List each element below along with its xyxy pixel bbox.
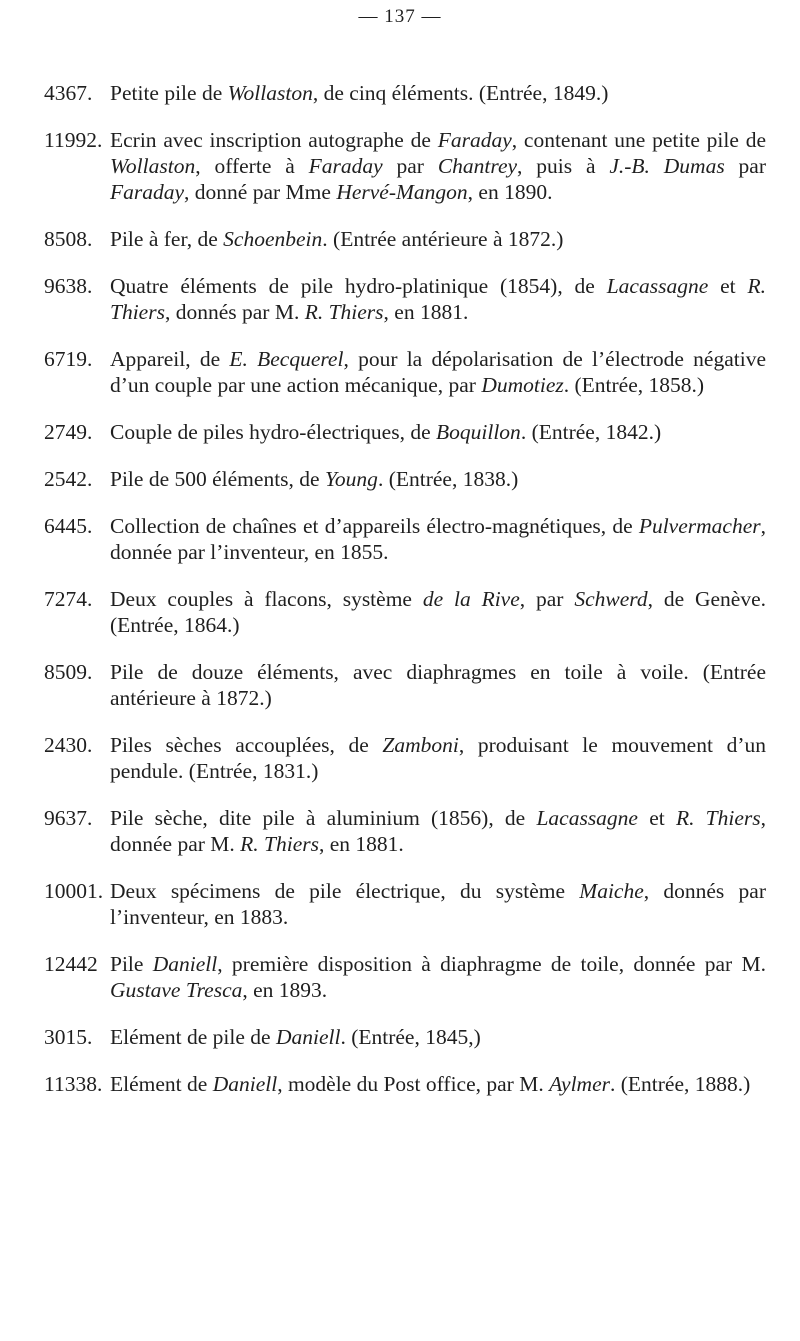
entry-description xyxy=(110,805,766,857)
entry-text: , offerte à xyxy=(195,154,309,178)
entry-text: , en 1881. xyxy=(383,300,469,324)
entry-text: . (Entrée, 1845,) xyxy=(340,1025,481,1049)
entry-description xyxy=(110,659,766,711)
catalog-entry xyxy=(44,1024,766,1050)
entry-description xyxy=(110,1024,766,1050)
entry-name-italic: Lacassagne xyxy=(536,806,638,830)
entry-name-italic: Wollaston xyxy=(227,81,313,105)
entry-description xyxy=(110,346,766,398)
entry-number: 9638. xyxy=(44,274,93,298)
entry-name-italic: R. Thiers xyxy=(304,300,384,324)
page-number: — 137 — xyxy=(358,6,442,27)
entry-text: Piles sèches accouplées, de xyxy=(110,733,383,757)
entry-name-italic: R. Thiers xyxy=(240,832,319,856)
entry-text: par xyxy=(382,154,438,178)
catalog-entry xyxy=(44,805,766,857)
catalog-entry xyxy=(44,466,766,492)
entry-text: Petite pile de xyxy=(110,81,228,105)
entry-number: 3015. xyxy=(44,1025,93,1049)
entry-name-italic: Wollaston xyxy=(110,154,196,178)
entry-text: . (Entrée, 1842.) xyxy=(520,420,662,444)
entry-number: 9637. xyxy=(44,806,93,830)
catalog-entry xyxy=(44,732,766,784)
catalog-entry xyxy=(44,659,766,711)
entry-text: Quatre éléments de pile hydro-platinique (1854), de xyxy=(110,274,607,298)
entry-description xyxy=(110,419,766,445)
entry-name-italic: Schoenbein xyxy=(223,227,323,251)
entry-text: Appareil, de xyxy=(110,347,230,371)
entry-text: par xyxy=(724,154,767,178)
entry-number: 8509. xyxy=(44,660,93,684)
entry-text: , donné par Mme xyxy=(184,180,337,204)
entry-text: . (Entrée antérieure à 1872.) xyxy=(322,227,564,251)
entry-name-italic: Young xyxy=(324,467,378,491)
entry-text: Deux spécimens de pile électrique, du système xyxy=(110,879,580,903)
entry-description xyxy=(110,1071,766,1097)
entry-number: 2430. xyxy=(44,733,93,757)
entry-name-italic: Lacassagne xyxy=(606,274,709,298)
entry-name-italic: Daniell xyxy=(275,1025,341,1049)
catalog-entry xyxy=(44,513,766,565)
catalog-entry xyxy=(44,586,766,638)
entry-name-italic: E. Becquerel xyxy=(229,347,344,371)
entry-name-italic: Hervé-Mangon xyxy=(336,180,468,204)
entry-text: , puis à xyxy=(517,154,610,178)
entry-number: 2542. xyxy=(44,467,93,491)
entry-name-italic: Faraday xyxy=(308,154,383,178)
entry-number: 12442 xyxy=(44,952,98,976)
entry-text: Couple de piles hydro-électriques, de xyxy=(110,420,436,444)
entry-name-italic: Chantrey xyxy=(437,154,518,178)
catalog-entry xyxy=(44,419,766,445)
entry-name-italic: R. Thiers xyxy=(110,274,766,324)
entry-description xyxy=(110,586,766,638)
entry-description xyxy=(110,878,766,930)
entry-text: . (Entrée, 1888.) xyxy=(609,1072,751,1096)
catalog-entry xyxy=(44,273,766,325)
entry-text: , produisant le mouvement d’un pendule. (Entrée, 1831.) xyxy=(110,733,766,783)
entry-text: , donnée par M. xyxy=(110,806,766,856)
entry-text: , donnés par M. xyxy=(164,300,305,324)
entry-name-italic: Daniell xyxy=(152,952,218,976)
entry-text: Pile sèche, dite pile à aluminium (1856), de xyxy=(110,806,537,830)
entry-text: , donnés par l’inventeur, en 1883. xyxy=(110,879,766,929)
entry-text: , en 1890. xyxy=(467,180,553,204)
entry-text: . (Entrée, 1858.) xyxy=(563,373,705,397)
entry-text: . (Entrée, 1838.) xyxy=(377,467,519,491)
entry-text: , pour la dépolarisation de l’électrode négative d’un couple par une action mécanique, par xyxy=(110,347,766,397)
entry-description xyxy=(110,226,766,252)
entry-number: 6719. xyxy=(44,347,93,371)
entry-description xyxy=(110,732,766,784)
catalog-entry xyxy=(44,951,766,1003)
catalog-entry xyxy=(44,226,766,252)
catalog-entry xyxy=(44,878,766,930)
entry-text: , modèle du Post office, par M. xyxy=(277,1072,550,1096)
entry-text: Pile de 500 éléments, de xyxy=(110,467,325,491)
entry-text: Pile xyxy=(110,952,153,976)
entry-name-italic: Gustave Tresca xyxy=(110,978,243,1002)
entry-description xyxy=(110,951,766,1003)
entry-name-italic: Dumotiez xyxy=(481,373,564,397)
entry-description xyxy=(110,273,766,325)
catalog-entry xyxy=(44,80,766,106)
entry-text: , de cinq éléments. (Entrée, 1849.) xyxy=(312,81,609,105)
entry-name-italic: Boquillon xyxy=(436,420,521,444)
entry-number: 11338. xyxy=(44,1072,103,1096)
entry-name-italic: J.-B. Dumas xyxy=(609,154,725,178)
entry-name-italic: Zamboni xyxy=(382,733,459,757)
entry-name-italic: Daniell xyxy=(212,1072,278,1096)
entry-name-italic: Schwerd xyxy=(574,587,648,611)
entry-text: Elément de pile de xyxy=(110,1025,276,1049)
entry-name-italic: Faraday xyxy=(110,180,185,204)
entry-number: 11992. xyxy=(44,128,103,152)
entry-name-italic: de la Rive xyxy=(422,587,520,611)
entry-name-italic: R. Thiers xyxy=(675,806,761,830)
entry-number: 6445. xyxy=(44,514,93,538)
entry-text: , de Genève. (Entrée, 1864.) xyxy=(110,587,767,637)
entry-name-italic: Pulvermacher xyxy=(638,514,761,538)
entry-description xyxy=(110,127,766,205)
entry-text: et xyxy=(637,806,676,830)
entry-description xyxy=(110,466,766,492)
entry-text: et xyxy=(708,274,748,298)
entry-text: Ecrin avec inscription autographe de xyxy=(110,128,438,152)
entry-text: , première disposition à diaphragme de toile, donnée par M. xyxy=(217,952,766,976)
catalog-entry xyxy=(44,346,766,398)
entry-description xyxy=(110,80,766,106)
entry-text: , contenant une petite pile de xyxy=(511,128,766,152)
entry-number: 8508. xyxy=(44,227,93,251)
entry-name-italic: Faraday xyxy=(437,128,512,152)
entry-text: , donnée par l’inventeur, en 1855. xyxy=(110,514,766,564)
entry-name-italic: Aylmer xyxy=(549,1072,610,1096)
entry-text: Deux couples à flacons, système xyxy=(110,587,423,611)
catalog-entry xyxy=(44,1071,766,1097)
entry-number: 4367. xyxy=(44,81,93,105)
entry-text: Pile à fer, de xyxy=(110,227,224,251)
entry-text: , en 1893. xyxy=(242,978,328,1002)
entry-text: Collection de chaînes et d’appareils électro-magnétiques, de xyxy=(110,514,639,538)
entry-description xyxy=(110,513,766,565)
entry-number: 7274. xyxy=(44,587,93,611)
entry-number: 2749. xyxy=(44,420,93,444)
catalog-entries xyxy=(44,80,766,1118)
entry-text: , en 1881. xyxy=(319,832,404,856)
entry-text: Pile de douze éléments, avec diaphragmes en toile à voile. (Entrée antérieure à 1872.) xyxy=(110,660,766,710)
catalog-entry xyxy=(44,127,766,205)
entry-text: Elément de xyxy=(110,1072,213,1096)
entry-name-italic: Maiche xyxy=(579,879,644,903)
entry-number: 10001. xyxy=(44,879,104,903)
entry-text: , par xyxy=(519,587,575,611)
